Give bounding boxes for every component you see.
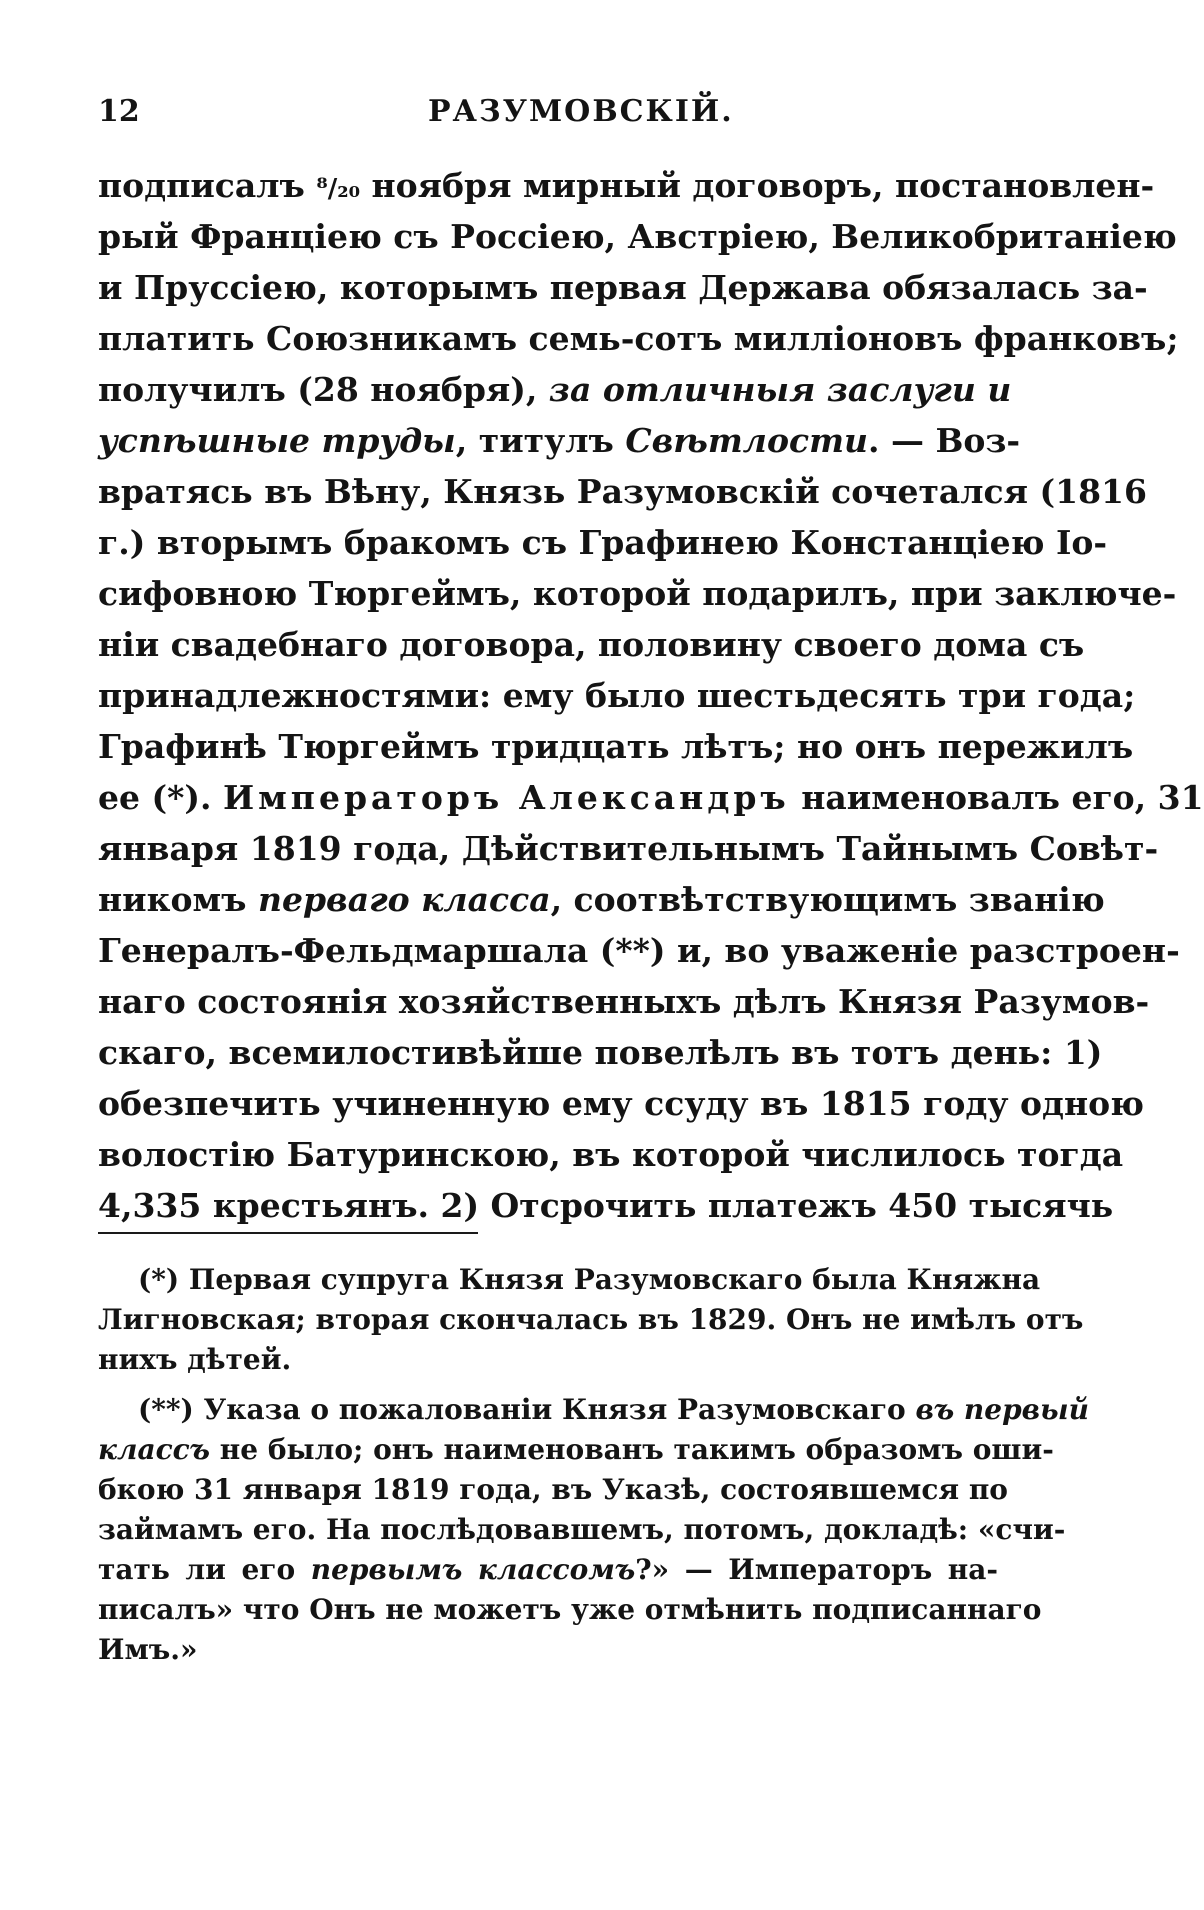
text-line: и Пруссіею, которымъ первая Держава обязалась за- xyxy=(98,268,1148,307)
text-span: наименовалъ его, 31 xyxy=(789,778,1204,817)
text-span: (**) Указа о пожалованіи Князя Разумовскаго xyxy=(138,1393,916,1426)
text-span: ее (*). xyxy=(98,778,223,817)
text-line: Графинѣ Тюргеймъ тридцать лѣтъ; но онъ пережилъ xyxy=(98,727,1134,766)
text-line: наго состоянія хозяйственныхъ дѣлъ Князя Разумов- xyxy=(98,982,1150,1021)
footnote-line: нихъ дѣтей. xyxy=(98,1343,292,1376)
footnote-line xyxy=(98,1550,998,1590)
text-span: ?» — Императоръ на- xyxy=(635,1553,998,1586)
text-line: обезпечить учиненную ему ссуду въ 1815 году одною xyxy=(98,1084,1144,1123)
text-line: рый Франціею съ Россіею, Австріею, Великобританіею xyxy=(98,217,1177,256)
date-fraction: ⁸/₂₀ xyxy=(316,174,361,204)
text-line: вратясь въ Вѣну, Князь Разумовскій сочетался (1816 xyxy=(98,472,1147,511)
footnote-line: бкою 31 января 1819 года, въ Указѣ, состоявшемся по xyxy=(98,1473,1008,1506)
text-span: получилъ (28 ноября), xyxy=(98,370,549,409)
footnote-gap xyxy=(98,1380,998,1390)
text-line: 4,335 крестьянъ. 2) Отсрочить платежъ 450 тысячь xyxy=(98,1186,1114,1225)
text-line: скаго, всемилостивѣйше повелѣлъ въ тотъ день: 1) xyxy=(98,1033,1103,1072)
running-head: РАЗУМОВСКІЙ. xyxy=(428,94,734,129)
text-span: никомъ xyxy=(98,880,258,919)
text-line: волостію Батуринскою, въ которой числилось тогда xyxy=(98,1135,1124,1174)
text-line xyxy=(98,772,1204,823)
italic-span: первымъ классомъ xyxy=(310,1553,636,1586)
footnote-line: займамъ его. На послѣдовавшемъ, потомъ, докладѣ: «счи- xyxy=(98,1513,1066,1546)
text-line xyxy=(98,415,1021,466)
text-span: ноября мирный договоръ, постановлен- xyxy=(360,166,1155,205)
italic-span: Свѣтлости xyxy=(625,421,868,460)
footnote-line: писалъ» что Онъ не можетъ уже отмѣнить подписаннаго xyxy=(98,1593,1042,1626)
text-line xyxy=(98,364,1012,415)
footnote-line: Лигновская; вторая скончалась въ 1829. Онъ не имѣлъ отъ xyxy=(98,1303,1084,1336)
text-span: тать ли его xyxy=(98,1553,311,1586)
text-line: сифовною Тюргеймъ, которой подарилъ, при заключе- xyxy=(98,574,1177,613)
footnotes xyxy=(98,1260,1089,1670)
text-span: , титулъ xyxy=(455,421,626,460)
text-line: платить Союзникамъ семь-сотъ милліоновъ франковъ; xyxy=(98,319,1179,358)
text-line: принадлежностями: ему было шестьдесять три года; xyxy=(98,676,1136,715)
page-header xyxy=(98,88,998,138)
text-line xyxy=(98,874,1105,925)
text-line xyxy=(98,160,1155,211)
text-span: не было; онъ наименованъ такимъ образомъ оши- xyxy=(210,1433,1054,1466)
footnote-line: (*) Первая супруга Князя Разумовскаго была Княжна xyxy=(138,1263,1041,1296)
italic-span: перваго класса xyxy=(257,880,551,919)
main-text xyxy=(98,160,1204,1231)
footnote-divider xyxy=(98,1232,478,1234)
text-span: подписалъ xyxy=(98,166,317,205)
footnote-line xyxy=(98,1390,1089,1430)
footnote-line: Имъ.» xyxy=(98,1633,198,1666)
italic-span: за отличныя заслуги и xyxy=(548,370,1012,409)
text-line: г.) вторымъ бракомъ съ Графинею Констанціею Іо- xyxy=(98,523,1108,562)
footnote-line xyxy=(98,1430,1054,1470)
text-span: . — Воз- xyxy=(867,421,1021,460)
spaced-span: Императоръ Александръ xyxy=(222,778,790,817)
text-line: ніи свадебнаго договора, половину своего дома съ xyxy=(98,625,1085,664)
text-line: января 1819 года, Дѣйствительнымъ Тайнымъ Совѣт- xyxy=(98,829,1159,868)
italic-span: классъ xyxy=(98,1433,211,1466)
italic-span: успѣшные труды xyxy=(98,421,456,460)
italic-span: въ первый xyxy=(915,1393,1089,1426)
text-line: Генералъ-Фельдмаршала (**) и, во уваженіе разстроен- xyxy=(98,931,1180,970)
page-number: 12 xyxy=(98,94,140,129)
text-span: , соотвѣтствующимъ званію xyxy=(550,880,1105,919)
